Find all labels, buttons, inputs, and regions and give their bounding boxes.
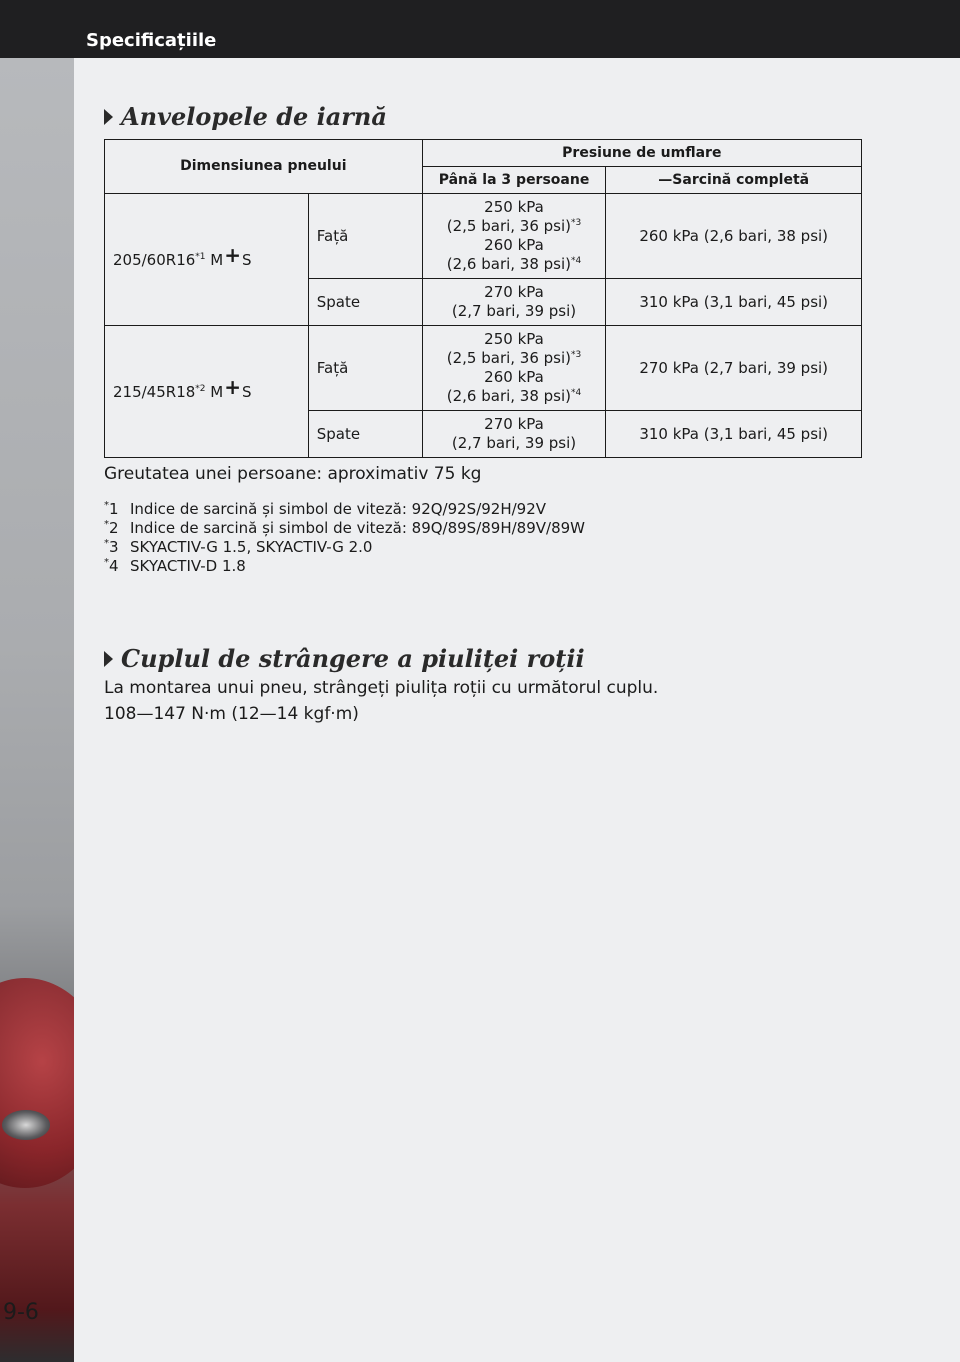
pressure-text: (2,5 bari, 36 psi): [446, 349, 572, 367]
car-headlamp-fragment: [2, 1110, 50, 1140]
car-image-fragment: [0, 978, 74, 1188]
pressure-value: 250 kPa: [484, 330, 544, 348]
pressure-value: 250 kPa: [484, 198, 544, 216]
pressure-text: (2,6 bari, 38 psi): [446, 255, 572, 273]
pressure-cell: [422, 326, 606, 411]
footnote-number: 4: [109, 557, 119, 575]
pressure-value: 260 kPa: [484, 236, 544, 254]
full-load-cell: 310 kPa (3,1 bari, 45 psi): [606, 279, 862, 326]
footnote-number: 2: [109, 519, 119, 537]
table-row: [105, 194, 862, 279]
footnote-text: SKYACTIV-D 1.8: [130, 557, 246, 575]
table-row: [105, 326, 862, 411]
footnote-ref: *4: [571, 256, 582, 266]
section-heading-wheel-nut-torque: [104, 644, 585, 673]
mud-snow-plus-icon: +: [224, 375, 242, 399]
header-title: Specificațiile: [86, 30, 217, 51]
ms-m: M: [210, 251, 224, 269]
ms-s: S: [242, 383, 252, 401]
full-load-cell: 260 kPa (2,6 bari, 38 psi): [606, 194, 862, 279]
footnote-item: [104, 519, 585, 538]
pressure-cell: [422, 279, 606, 326]
footnote-number: 1: [109, 500, 119, 518]
torque-instruction: La montarea unui pneu, strângeți piulița roții cu următorul cuplu.: [104, 678, 659, 698]
weight-note: Greutatea unei persoane: aproximativ 75 kg: [104, 464, 482, 484]
ms-m: M: [210, 383, 224, 401]
torque-value: 108—147 N·m (12—14 kgf·m): [104, 704, 359, 724]
tire-size: 205/60R16: [113, 251, 196, 269]
section-title: Anvelopele de iarnă: [121, 102, 387, 131]
header-inflation-pressure: Presiune de umflare: [422, 140, 861, 167]
section-title: Cuplul de strângere a piuliței roții: [121, 644, 585, 673]
footnote-mark: *: [104, 557, 109, 568]
footnote-text: Indice de sarcină și simbol de viteză: 89Q/89S/89H/89V/89W: [130, 519, 585, 537]
footnote-text: Indice de sarcină și simbol de viteză: 92Q/92S/92H/92V: [130, 500, 547, 518]
pressure-value: (2,7 bari, 39 psi): [451, 434, 577, 452]
position-cell: Spate: [308, 411, 422, 458]
pressure-value: [431, 217, 598, 236]
footnote-mark: *: [104, 538, 109, 549]
pressure-text: (2,6 bari, 38 psi): [446, 387, 572, 405]
heading-marker-icon: [104, 109, 113, 125]
full-load-cell: 310 kPa (3,1 bari, 45 psi): [606, 411, 862, 458]
section-heading-winter-tires: [104, 102, 387, 131]
heading-marker-icon: [104, 651, 113, 667]
pressure-value: [431, 255, 598, 274]
pressure-value: [431, 349, 598, 368]
footnote-ref: *1: [195, 252, 206, 262]
footnote-text: SKYACTIV-G 1.5, SKYACTIV-G 2.0: [130, 538, 373, 556]
header-full-load: —Sarcină completă: [606, 167, 862, 194]
pressure-text: (2,5 bari, 36 psi): [446, 217, 572, 235]
position-cell: Față: [308, 326, 422, 411]
page-number: 9-6: [3, 1300, 39, 1325]
mud-snow-plus-icon: +: [224, 243, 242, 267]
full-load-cell: 270 kPa (2,7 bari, 39 psi): [606, 326, 862, 411]
position-cell: Spate: [308, 279, 422, 326]
footnote-mark: *: [104, 500, 109, 511]
footnote-ref: *3: [571, 218, 582, 228]
left-decorative-band: [0, 58, 74, 1362]
tire-size-cell: [105, 194, 309, 326]
footnote-ref: *2: [195, 384, 206, 394]
pressure-value: 260 kPa: [484, 368, 544, 386]
position-cell: Față: [308, 194, 422, 279]
footnote-mark: *: [104, 519, 109, 530]
header-tire-size: Dimensiunea pneului: [105, 140, 423, 194]
pressure-value: 270 kPa: [484, 283, 544, 301]
table-header-row: [105, 140, 862, 167]
pressure-cell: [422, 411, 606, 458]
pressure-cell: [422, 194, 606, 279]
footnote-item: [104, 500, 585, 519]
tire-size: 215/45R18: [113, 383, 196, 401]
footnote-list: [104, 500, 585, 576]
footnote-number: 3: [109, 538, 119, 556]
footnote-ref: *3: [571, 350, 582, 360]
pressure-value: (2,7 bari, 39 psi): [451, 302, 577, 320]
footnote-ref: *4: [571, 388, 582, 398]
footnote-item: [104, 538, 585, 557]
pressure-value: [431, 387, 598, 406]
ms-s: S: [242, 251, 252, 269]
header-up-to-3-persons: Până la 3 persoane: [422, 167, 606, 194]
tire-pressure-table: [104, 139, 862, 458]
tire-size-cell: [105, 326, 309, 458]
pressure-value: 270 kPa: [484, 415, 544, 433]
footnote-item: [104, 557, 585, 576]
top-header-bar: [0, 0, 960, 58]
